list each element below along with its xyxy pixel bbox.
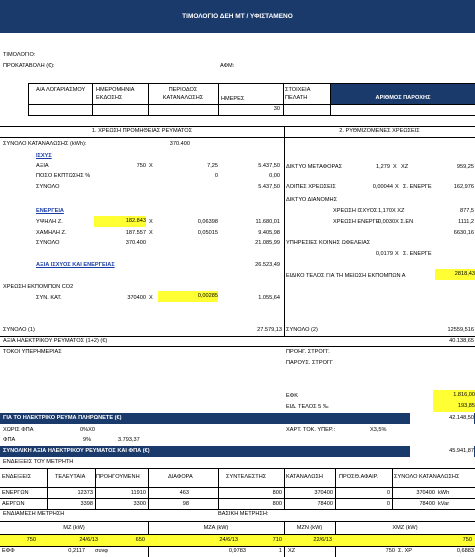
grand-total-value: 45.941,87 <box>410 446 474 457</box>
basic-label: ΒΑΣΙΚΗ ΜΕΤΡΗΣΗ: <box>218 511 269 517</box>
grand-total-label: ΣΥΝΟΛΙΚΗ ΑΞΙΑ ΗΛΕΚΤΡΙΚΟΥ ΡΕΥΜΑΤΟΣ ΚΑΙ ΦΠΑ (€) <box>3 448 150 454</box>
meter-row-active-total: 370400 <box>416 490 435 496</box>
power-energy-value: 26.523,49 <box>255 262 280 268</box>
meter-row-active-prev: 11910 <box>130 490 146 496</box>
demand-bottom-line <box>0 546 475 547</box>
vat-rate: 9% <box>83 437 92 443</box>
energy-low-qty: 187.557 <box>125 230 146 236</box>
co2-rate: 0,00285 <box>158 291 218 302</box>
demand-header-mza: ΜΖΑ (kW) <box>203 525 229 531</box>
demand-mzn-date: 22/6/13 <box>313 537 332 543</box>
no-vat-value: 0%X0 <box>80 427 95 433</box>
power-charge-amount: 877,5 <box>460 208 474 214</box>
section-top-line <box>0 126 475 127</box>
prev-rounding-label: ΠΡΟΗΓ. ΣΤΡΟΓΓ. <box>286 349 330 355</box>
energy-high-amount: 11.680,01 <box>255 219 280 225</box>
indicative-label: ΕΝΔΙΑΜΕΣΗ ΜΕΤΡΗΣΗ <box>3 511 65 517</box>
meter-header-consumption: ΚΑΤΑΝΑΛΩΣΗ <box>286 474 323 480</box>
meter-header-prev: ΠΡΟΗΓΟΥΜΕΝΗ <box>96 474 140 480</box>
supply-number-header: ΑΡΙΘΜΟΣ ΠΑΡΟΧΗΣ <box>331 84 475 104</box>
energy-header: ΕΝΕΡΓΕΙΑ <box>36 208 64 214</box>
meter-row-reactive-last: 3398 <box>80 501 93 507</box>
section1-total-value: 27.579,13 <box>257 327 282 333</box>
power-row-x: X <box>149 163 153 169</box>
co2-header: ΧΡΕΩΣΗ ΕΚΠΟΜΠΩΝ CO2 <box>3 284 74 290</box>
vat-amount: 3.793,37 <box>118 437 140 443</box>
meter-row-reactive-total: 78400 <box>419 501 435 507</box>
special-fee-label: ΕΙΔ. ΤΕΛΟΣ 5 ‰ <box>286 404 329 410</box>
days-value: 30 <box>273 106 280 112</box>
demand-header-mzn: ΜΖΝ (kW) <box>296 525 323 531</box>
demand-top-line <box>0 521 475 522</box>
energy-total-label: ΣΥΝΟΛΟ <box>36 240 60 246</box>
transmission-x: X <box>393 164 397 170</box>
xz-label: ΧΖ <box>288 548 296 554</box>
meter-row-active-consumption: 370400 <box>314 490 333 496</box>
vat-label: ΦΠΑ <box>3 437 16 443</box>
power-row-amount: 5.437,50 <box>258 163 280 169</box>
total-pay-value: 42.148,50 <box>410 413 474 424</box>
co2-label: ΣΥΝ. ΚΑΤ. <box>36 295 62 301</box>
energy-charge-expr: 0,0030Χ Σ.ΕΝ <box>378 219 414 225</box>
meter-header-adj: ΠΡΟΣΘ.ΑΦΑΙΡ. <box>339 474 379 480</box>
section1-title: 1. ΧΡΕΩΣΗ ΠΡΟΜΗΘΕΙΑΣ ΡΕΥΜΑΤΟΣ <box>91 128 193 134</box>
stamp-label: ΧΑΡΤ. ΤΟΚ. ΥΠΕΡ.: <box>286 427 336 433</box>
total-consumption-value: 370.400 <box>169 141 190 147</box>
info-vline-1 <box>28 83 29 115</box>
invoice-title-text: ΤΙΜΟΛΟΓΙΟ ΔΕΗ ΜΤ / ΥΦΙΣΤΑΜΕΝΟ <box>182 13 293 20</box>
sin-value: 0,9783 <box>228 548 246 554</box>
electricity-value: 40.138,65 <box>449 338 474 344</box>
meter-row-active-adj: 0 <box>386 490 390 496</box>
electricity-value-bottom <box>0 346 475 347</box>
info-bottom-line <box>28 115 475 116</box>
meter-row-reactive-prev: 3300 <box>133 501 146 507</box>
public-service-qty: 0,0179 <box>375 251 393 257</box>
efk-label: ΕΦΚ <box>286 393 298 399</box>
energy-total-amount: 21.085,99 <box>255 240 280 246</box>
afm-label: ΑΦΜ: <box>220 63 235 69</box>
meter-row-reactive-label: ΑΕΡΓΩΝ <box>2 501 25 507</box>
power-row-label: ΑΞΙΑ <box>36 163 49 169</box>
prepayment-label: ΠΡΟΚΑΤΑΒΟΛΗ (€): <box>3 63 55 69</box>
meter-header-readings: ΕΝΔΕΙΞΕΙΣ <box>2 474 32 480</box>
discount-rate: 0 <box>214 173 218 179</box>
emissions-fee-label: ΕΙΔΙΚΟ ΤΕΛΟΣ ΓΙΑ ΤΗ ΜΕΙΩΣΗ ΕΚΠΟΜΠΩΝ Α <box>286 273 406 279</box>
meter-row-reactive-factor: 800 <box>272 501 282 507</box>
info-vline-3 <box>148 83 149 115</box>
info-header-days: ΗΜΕΡΕΣ <box>221 96 245 102</box>
sin-label: συνφ <box>95 548 108 554</box>
late-interest-label: ΤΟΚΟΙ ΥΠΕΡΗΜΕΡΙΑΣ <box>3 349 62 355</box>
public-service-label: ΥΠΗΡΕΣΙΕΣ ΚΟΙΝΗΣ ΩΦΕΛΕΙΑΣ <box>286 240 371 246</box>
power-header: ΙΣΧΥΣ <box>36 153 52 159</box>
info-vline-2 <box>92 83 93 115</box>
demand-xmz-value: 750 <box>462 537 472 543</box>
transmission-unit: ΧΖ <box>401 164 409 170</box>
info-header-issue-date: ΗΜΕΡΟΜΗΝΙΑ ΕΚΔΟΣΗΣ <box>96 87 135 101</box>
total-pay-label: ΓΙΑ ΤΟ ΗΛΕΚΤΡΙΚΟ ΡΕΥΜΑ ΠΛΗΡΩΝΕΤΕ (€) <box>3 415 122 421</box>
demand-mz-value: 750 <box>26 537 36 543</box>
xz-value: 750 <box>385 548 395 554</box>
distribution-label: ΔΙΚΤΥΟ ΔΙΑΝΟΜΗΣ <box>286 197 338 203</box>
other-charges-label: ΛΟΙΠΕΣ ΧΡΕΩΣΕΙΣ <box>286 184 336 190</box>
power-charge-expr: 1,170Χ ΧΖ <box>378 208 405 214</box>
public-service-unit: Σ. ΕΝΕΡΓΕ <box>403 251 432 257</box>
total-pay-bar <box>0 413 475 424</box>
discount-label: ΠΟΣΟ ΕΚΠΤΩΣΗΣ % <box>36 173 91 179</box>
meter-row-active-factor: 800 <box>272 490 282 496</box>
section2-total-label: ΣΥΝΟΛΟ (2) <box>286 327 318 333</box>
demand-mza-date: 24/6/13 <box>219 537 238 543</box>
demand-header-mz: ΜΖ (kW) <box>63 525 85 531</box>
meter-row-active-label: ΕΝΕΡΓΩΝ <box>2 490 29 496</box>
meter-header-line <box>0 487 475 488</box>
co2-amount: 1.055,64 <box>258 295 280 301</box>
info-vline-4 <box>218 83 219 115</box>
sxr-value: 0,6883 <box>456 548 474 554</box>
energy-low-rate: 0,05015 <box>197 230 218 236</box>
transmission-label: ΔΙΚΤΥΟ ΜΕΤΑΦΟΡΑΣ <box>286 164 343 170</box>
power-total-label: ΣΥΝΟΛΟ <box>36 184 60 190</box>
energy-charge-label: ΧΡΕΩΣΗ ΕΝΕΡΓΕ <box>333 219 380 225</box>
energy-high-x: X <box>149 219 153 225</box>
demand-header-xmz: ΧΜΖ (kW) <box>392 525 418 531</box>
meter-top-line <box>0 468 475 469</box>
efk-value: 1.816,00 <box>433 390 475 401</box>
discount-amount: 0,00 <box>269 173 280 179</box>
invoice-label: ΤΙΜΟΛΟΓΙΟ: <box>3 52 36 58</box>
meter-header-factor: ΣΥΝΤΕΛΕΣΤΗΣ <box>226 474 267 480</box>
section-header-line <box>0 137 475 138</box>
other-charges-amount: 162,976 <box>453 184 474 190</box>
total-consumption-label: ΣΥΝΟΛΟ ΚΑΤΑΝΑΛΩΣΗΣ (kWh): <box>3 141 87 147</box>
energy-high-rate: 0,06398 <box>197 219 218 225</box>
meter-row-reactive-unit: kVar <box>438 501 450 507</box>
one-value: 1 <box>278 548 282 554</box>
electricity-value-top <box>0 336 475 337</box>
energy-low-label: ΧΑΜΗΛΗ Ζ. <box>36 230 67 236</box>
meter-readings-label: ΕΝΔΕΙΞΕΙΣ ΤΟΥ ΜΕΤΡΗΤΗ <box>3 459 74 465</box>
info-header-period: ΠΕΡΙΟΔΟΣ ΚΑΤΑΝΑΛΩΣΗΣ <box>162 87 204 101</box>
power-row-qty: 750 <box>136 163 146 169</box>
efk-bottom-label: ΕΦΦ <box>2 548 15 554</box>
power-charge-label: ΧΡΕΩΣΗ ΙΣΧΥΟΣ <box>333 208 378 214</box>
energy-total-qty: 370.400 <box>125 240 146 246</box>
public-service-x: X <box>395 251 399 257</box>
energy-high-qty: 182.843 <box>94 216 146 227</box>
meter-row-reactive-adj: 0 <box>386 501 390 507</box>
emissions-fee-amount: 2818,43 <box>435 269 475 280</box>
power-row-rate: 7,25 <box>207 163 218 169</box>
special-fee-value: 193,85 <box>433 401 475 412</box>
info-header-customer: ΣΤΟΙΧΕΙΑ ΠΕΛΑΤΗ <box>285 87 311 101</box>
curr-rounding-label: ΠΑΡΟΥΣ. ΣΤΡΟΓΓ <box>286 360 334 366</box>
power-energy-value-label: ΑΞΙΑ ΙΣΧΥΟΣ ΚΑΙ ΕΝΕΡΓΕΙΑΣ <box>36 262 115 268</box>
energy-low-x: X <box>149 230 153 236</box>
electricity-value-label: ΑΞΙΑ ΗΛΕΚΤΡΙΚΟΥ ΡΕΥΜΑΤΟΣ (1+2) (€) <box>3 338 108 344</box>
meter-header-diff: ΔΙΑΦΟΡΑ <box>168 474 193 480</box>
meter-row-active-unit: kWh <box>438 490 450 496</box>
other-charges-unit: Σ. ΕΝΕΡΓΕ <box>403 184 432 190</box>
demand-mz-date: 24/6/13 <box>79 537 98 543</box>
meter-header-total: ΣΥΝΟΛΟ ΚΑΤΑΝΑΛΩΣΗΣ <box>394 474 460 480</box>
no-vat-label: ΧΩΡΙΣ ΦΠΑ <box>3 427 34 433</box>
other-charges-x: X <box>395 184 399 190</box>
energy-low-amount: 9.405,98 <box>258 230 280 236</box>
other-charges-qty: 0,00044 <box>372 184 393 190</box>
energy-high-label: ΥΨΗΛΗ Ζ. <box>36 219 63 225</box>
co2-x: X <box>149 295 153 301</box>
info-vline-5 <box>283 83 284 115</box>
demand-mza-value: 650 <box>135 537 145 543</box>
invoice-title <box>0 0 475 33</box>
transmission-amount: 959,25 <box>456 164 474 170</box>
section2-title: 2. ΡΥΘΜΙΖΟΜΕΝΕΣ ΧΡΕΩΣΕΙΣ <box>339 128 420 134</box>
meter-row1-line <box>0 498 475 499</box>
transmission-qty: 1,279 <box>376 164 390 170</box>
co2-qty: 370400 <box>127 295 146 301</box>
efk-bottom-value: 0,2117 <box>68 548 85 554</box>
info-mid-line <box>28 104 475 105</box>
meter-header-last: ΤΕΛΕΥΤΑΙΑ <box>55 474 86 480</box>
grand-total-bar <box>0 446 475 457</box>
meter-row-active-diff: 463 <box>179 490 189 496</box>
power-total-amount: 5.437,50 <box>258 184 280 190</box>
energy-charge-amount: 1111,2 <box>458 219 474 225</box>
stamp-value: Χ3,5% <box>370 427 387 433</box>
meter-row-reactive-consumption: 78400 <box>317 501 333 507</box>
section-divider <box>284 126 285 336</box>
public-service-amount: 6630,16 <box>453 230 474 236</box>
info-header-account: Α/Α ΛΟΓΑΡΙΑΣΜΟΥ <box>36 87 86 93</box>
meter-row2-line <box>0 509 475 510</box>
section2-total-value: 12559,516 <box>447 327 474 333</box>
sxr-label: Σ. ΧΡ <box>398 548 413 554</box>
meter-row-reactive-diff: 98 <box>182 501 189 507</box>
section1-total-label: ΣΥΝΟΛΟ (1) <box>3 327 35 333</box>
demand-mzn-value: 710 <box>272 537 282 543</box>
meter-row-active-last: 12373 <box>77 490 93 496</box>
